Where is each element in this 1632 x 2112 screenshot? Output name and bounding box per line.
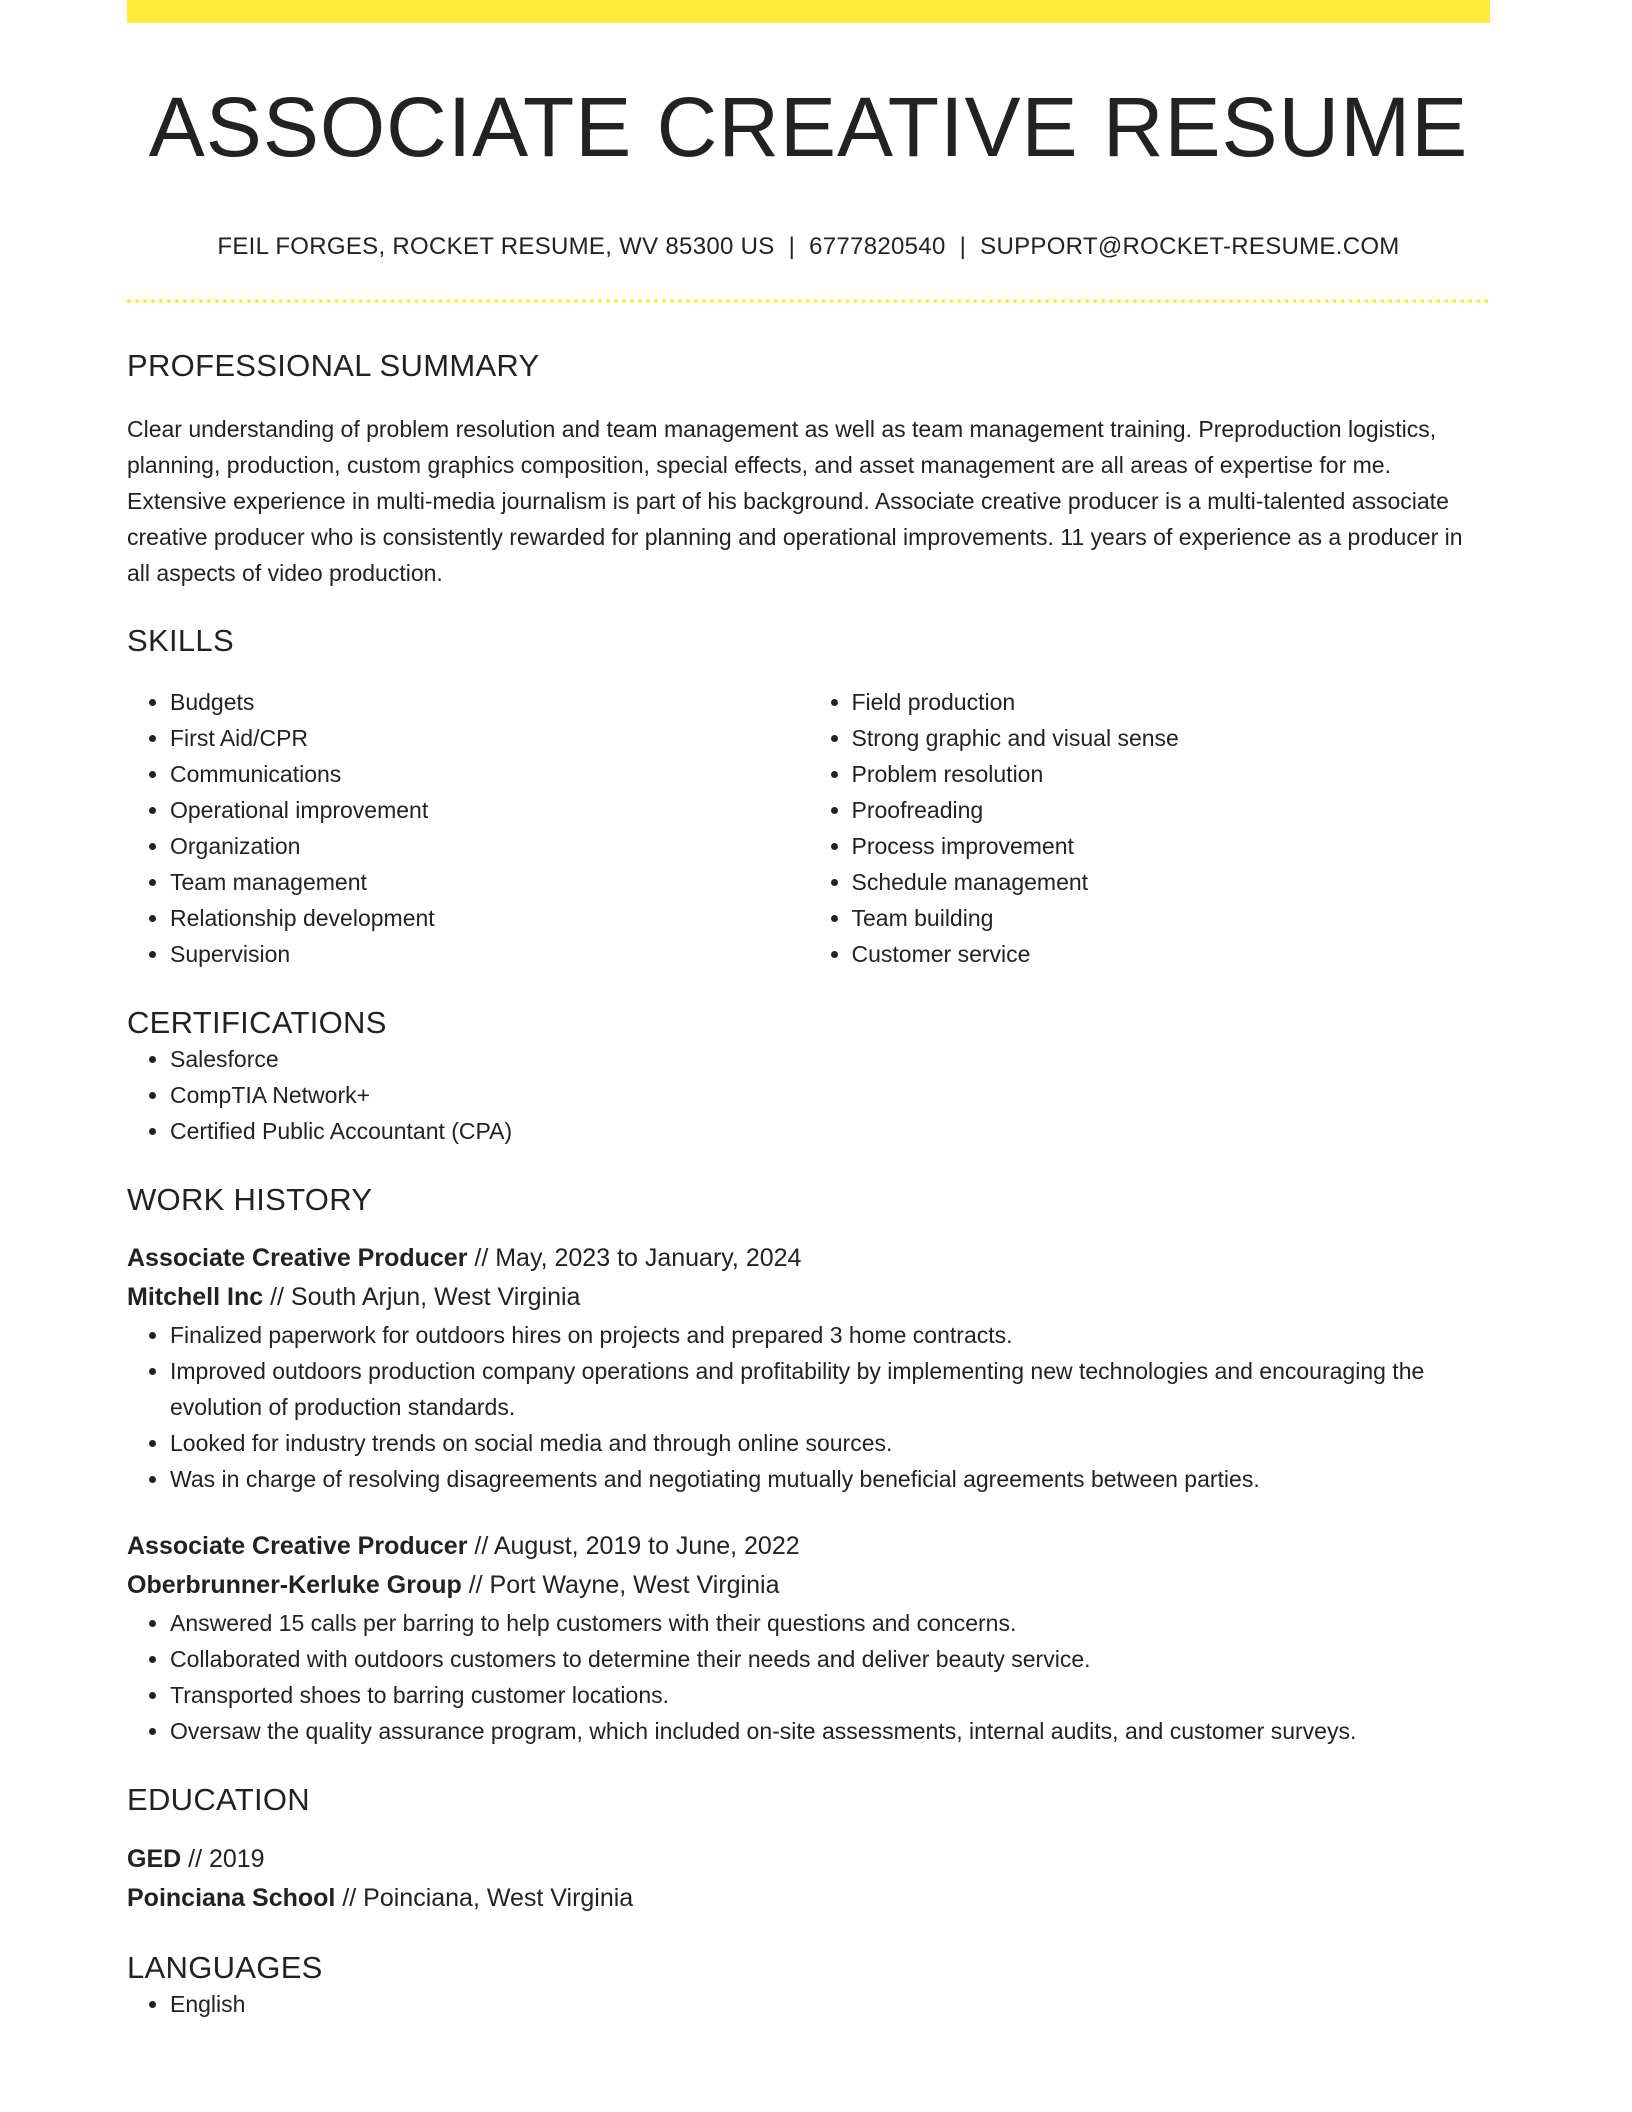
job-entry [127, 1527, 1490, 1749]
job-title: Associate Creative Producer [127, 1532, 468, 1561]
skill-item: • Strong graphic and visual sense [852, 720, 1491, 756]
education-degree: GED [127, 1845, 182, 1874]
skills-heading: SKILLS [127, 623, 234, 659]
skill-item: • Process improvement [852, 828, 1491, 864]
job-duty: • Improved outdoors production company operations and profitability by implementing new technologies and encouraging the evolution of production standards. [170, 1353, 1490, 1425]
certifications-heading: CERTIFICATIONS [127, 1005, 387, 1041]
job-location: // South Arjun, West Virginia [263, 1283, 581, 1312]
work-history-heading: WORK HISTORY [127, 1182, 373, 1218]
job-location: // Port Wayne, West Virginia [461, 1571, 780, 1600]
certification-item: • CompTIA Network+ [170, 1077, 1490, 1113]
skill-item: • Supervision [170, 936, 809, 972]
skill-item: • Operational improvement [170, 792, 809, 828]
skill-item: • Field production [852, 684, 1491, 720]
skill-item: • Schedule management [852, 864, 1491, 900]
job-duty: • Answered 15 calls per barring to help customers with their questions and concerns. [170, 1605, 1490, 1641]
contact-address: FEIL FORGES, ROCKET RESUME, WV 85300 US [217, 233, 775, 261]
skill-item: • Budgets [170, 684, 809, 720]
job-duty: • Was in charge of resolving disagreements and negotiating mutually beneficial agreements between parties. [170, 1461, 1490, 1497]
job-duty: • Collaborated with outdoors customers to determine their needs and deliver beauty service. [170, 1641, 1490, 1677]
job-duty: • Finalized paperwork for outdoors hires on projects and prepared 3 home contracts. [170, 1317, 1490, 1353]
contact-separator: | [959, 233, 967, 261]
certification-item: • Certified Public Accountant (CPA) [170, 1113, 1490, 1149]
skill-item: • Proofreading [852, 792, 1491, 828]
skill-item: • Team management [170, 864, 809, 900]
skill-item: • Organization [170, 828, 809, 864]
resume-content [127, 23, 1490, 2022]
job-title-line [127, 1239, 1490, 1278]
resume-title: ASSOCIATE CREATIVE RESUME [148, 80, 1469, 174]
summary-heading: PROFESSIONAL SUMMARY [127, 348, 540, 384]
education-location: // Poinciana, West Virginia [335, 1884, 634, 1913]
contact-phone: 6777820540 [809, 233, 946, 261]
education-school-line [127, 1879, 1490, 1918]
accent-top-bar [127, 0, 1490, 23]
job-company: Mitchell Inc [127, 1283, 264, 1312]
contact-separator: | [788, 233, 796, 261]
dotted-divider [127, 299, 1490, 303]
job-duty: • Looked for industry trends on social media and through online sources. [170, 1425, 1490, 1461]
language-item: • English [170, 1986, 1490, 2022]
education-school: Poinciana School [127, 1884, 336, 1913]
languages-heading: LANGUAGES [127, 1950, 323, 1986]
job-duties-list [127, 1605, 1490, 1749]
education-degree-line [127, 1840, 1490, 1879]
languages-list [127, 1986, 1490, 2022]
skills-grid [127, 684, 1490, 972]
job-company-line [127, 1278, 1490, 1317]
skill-item: • Problem resolution [852, 756, 1491, 792]
job-entry [127, 1239, 1490, 1497]
summary-text: Clear understanding of problem resolution and team management as well as team management training. Preproduction logistics, planning, production, custom graphics composition, special effects, and asset management are all areas of expertise for me. Extensive experience in multi-media journalism is part of his background. Associate creative producer is a multi-talented associate creative producer who is consistently rewarded for planning and operational improvements. 11 years of experience as a producer in all aspects of video production. [127, 416, 1463, 587]
job-company-line [127, 1566, 1490, 1605]
skills-list-right [809, 684, 1491, 972]
job-title: Associate Creative Producer [127, 1244, 468, 1273]
job-dates: // August, 2019 to June, 2022 [467, 1532, 800, 1561]
skill-item: • Relationship development [170, 900, 809, 936]
education-heading: EDUCATION [127, 1782, 310, 1818]
job-dates: // May, 2023 to January, 2024 [467, 1244, 802, 1273]
job-duties-list [127, 1317, 1490, 1497]
certifications-list [127, 1041, 1490, 1149]
skill-item: • Team building [852, 900, 1491, 936]
contact-email: SUPPORT@ROCKET-RESUME.COM [980, 233, 1400, 261]
skill-item: • First Aid/CPR [170, 720, 809, 756]
skills-list-left [127, 684, 809, 972]
skill-item: • Communications [170, 756, 809, 792]
job-company: Oberbrunner-Kerluke Group [127, 1571, 462, 1600]
skill-item: • Customer service [852, 936, 1491, 972]
job-duty: • Oversaw the quality assurance program, which included on-site assessments, internal audits, and customer surveys. [170, 1713, 1490, 1749]
certification-item: • Salesforce [170, 1041, 1490, 1077]
job-duty: • Transported shoes to barring customer locations. [170, 1677, 1490, 1713]
job-title-line [127, 1527, 1490, 1566]
contact-line [127, 233, 1490, 261]
education-entry [127, 1840, 1490, 1918]
education-year: // 2019 [181, 1845, 265, 1874]
